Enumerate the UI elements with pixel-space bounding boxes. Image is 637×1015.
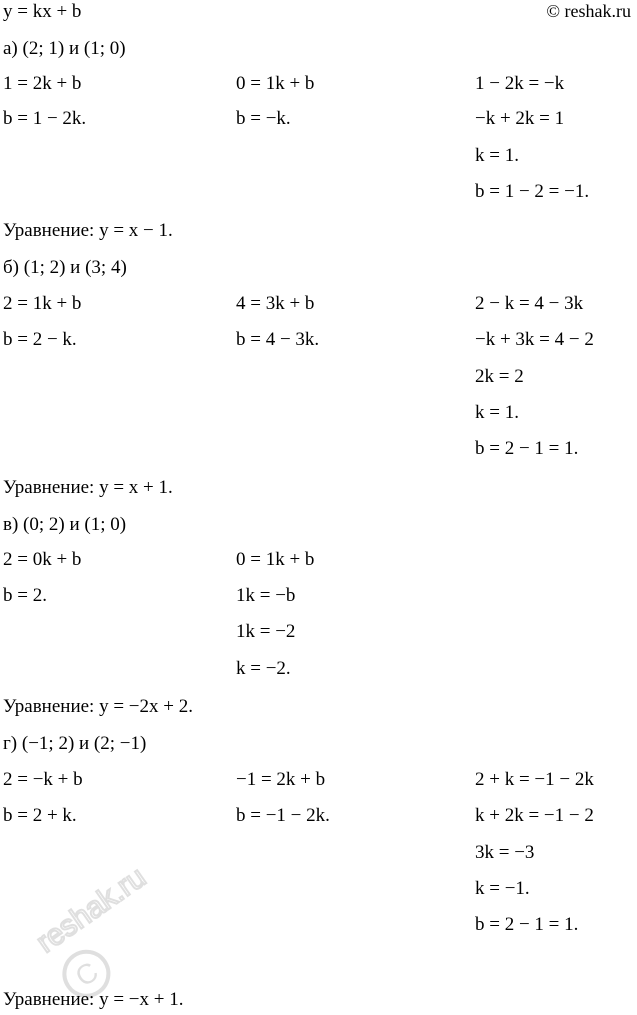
section-b-col3-line1: 2 − k = 4 − 3k xyxy=(475,293,584,314)
section-d-col3-line1: 2 + k = −1 − 2k xyxy=(475,769,594,790)
watermark-text: reshak.ru xyxy=(30,860,152,960)
section-c-col1-line1: 2 = 0k + b xyxy=(3,549,82,570)
section-c-col1-line2: b = 2. xyxy=(3,585,47,606)
copyright-c-icon: C xyxy=(69,955,104,993)
section-d-col1-line1: 2 = −k + b xyxy=(3,769,83,790)
base-formula: y = kx + b xyxy=(3,1,82,22)
section-d-col3-line2: k + 2k = −1 − 2 xyxy=(475,805,594,826)
section-c-col2-line3: 1k = −2 xyxy=(236,621,296,642)
section-d-col2-line1: −1 = 2k + b xyxy=(236,769,326,790)
copyright-watermark: © reshak.ru xyxy=(546,1,631,21)
section-d-col1-line2: b = 2 + k. xyxy=(3,805,77,826)
section-b-col3-line3: 2k = 2 xyxy=(475,366,524,387)
section-d-col3-line3: 3k = −3 xyxy=(475,842,535,863)
section-c-col2-line2: 1k = −b xyxy=(236,585,296,606)
section-b-col1-line2: b = 2 − k. xyxy=(3,329,77,350)
section-a-col2-line1: 0 = 1k + b xyxy=(236,73,315,94)
section-b-col3-line5: b = 2 − 1 = 1. xyxy=(475,438,579,459)
section-a-title: а) (2; 1) и (1; 0) xyxy=(3,38,126,59)
section-a-col2-line2: b = −k. xyxy=(236,108,291,129)
section-a-col3-line2: −k + 2k = 1 xyxy=(475,108,565,129)
section-c-col2-line1: 0 = 1k + b xyxy=(236,549,315,570)
section-c-title: в) (0; 2) и (1; 0) xyxy=(3,514,127,535)
section-b-col3-line2: −k + 3k = 4 − 2 xyxy=(475,329,594,350)
section-b-col3-line4: k = 1. xyxy=(475,402,519,423)
section-d-title: г) (−1; 2) и (2; −1) xyxy=(3,733,147,754)
section-a-col3-line1: 1 − 2k = −k xyxy=(475,73,565,94)
section-a-col1-line2: b = 1 − 2k. xyxy=(3,108,87,129)
section-d-col3-line4: k = −1. xyxy=(475,878,530,899)
watermark-stamp xyxy=(20,850,170,1000)
section-c-col2-line4: k = −2. xyxy=(236,658,291,679)
section-a-col3-line3: k = 1. xyxy=(475,145,519,166)
section-a-col1-line1: 1 = 2k + b xyxy=(3,73,82,94)
section-a-answer: Уравнение: y = x − 1. xyxy=(3,220,173,241)
section-b-col2-line1: 4 = 3k + b xyxy=(236,293,315,314)
section-b-title: б) (1; 2) и (3; 4) xyxy=(3,257,127,278)
section-b-answer: Уравнение: y = x + 1. xyxy=(3,477,173,498)
section-d-answer: Уравнение: y = −x + 1. xyxy=(3,989,184,1010)
section-a-col3-line4: b = 1 − 2 = −1. xyxy=(475,181,590,202)
section-b-col1-line1: 2 = 1k + b xyxy=(3,293,82,314)
section-c-answer: Уравнение: y = −2x + 2. xyxy=(3,696,193,717)
section-b-col2-line2: b = 4 − 3k. xyxy=(236,329,320,350)
section-d-col2-line2: b = −1 − 2k. xyxy=(236,805,330,826)
section-d-col3-line5: b = 2 − 1 = 1. xyxy=(475,914,579,935)
